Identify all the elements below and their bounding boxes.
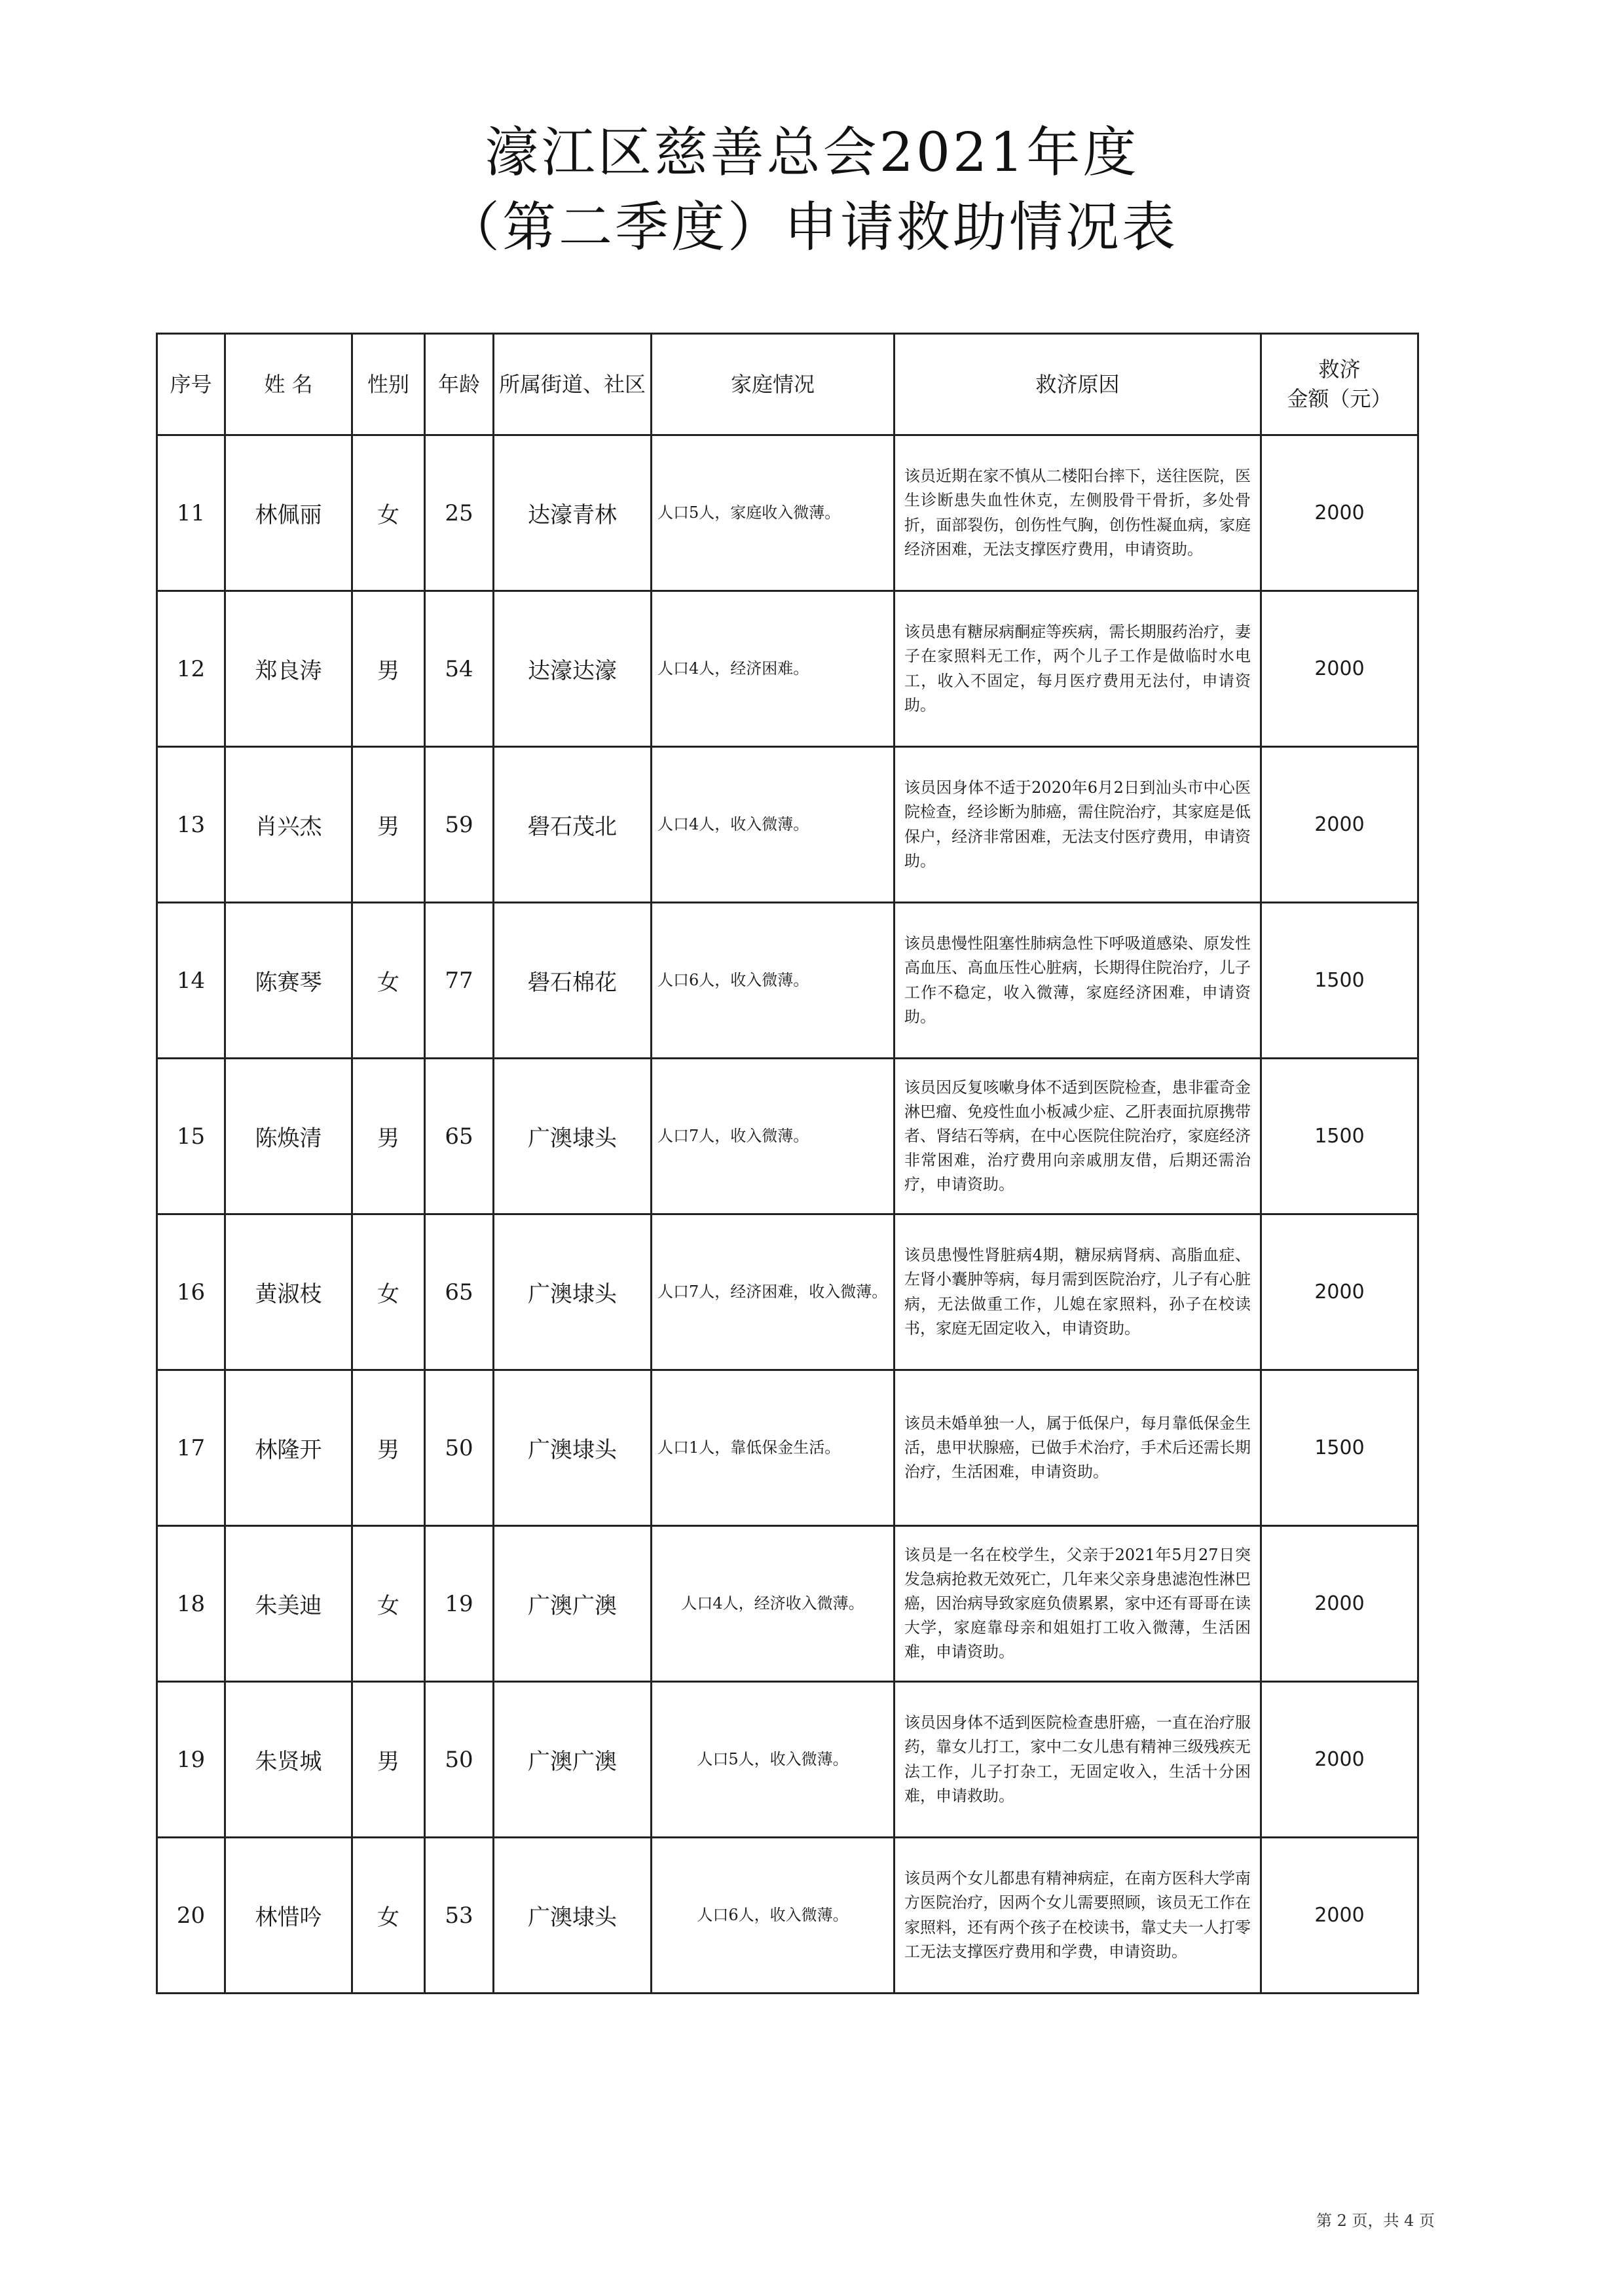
cell-reason: 该员是一名在校学生，父亲于2021年5月27日突发急病抢救无效死亡，几年来父亲身患滤泡性淋巴癌，因治病导致家庭负债累累，家中还有哥哥在读大学，家庭靠母亲和姐姐打工收入微薄，生活困难，申请资助。	[895, 1526, 1261, 1682]
cell-age: 65	[425, 1059, 494, 1214]
cell-reason: 该员因反复咳嗽身体不适到医院检查，患非霍奇金淋巴瘤、免疫性血小板减少症、乙肝表面抗原携带者、肾结石等病，在中心医院住院治疗，家庭经济非常困难，治疗费用向亲戚朋友借，后期还需治疗，申请资助。	[895, 1059, 1261, 1214]
document-title-line1: 濠江区慈善总会2021年度	[485, 122, 1139, 184]
cell-gender: 女	[352, 1526, 425, 1682]
cell-seq: 16	[157, 1214, 225, 1370]
cell-name: 朱贤城	[225, 1682, 352, 1838]
document-title-line2: （第二季度）申请救助情况表	[445, 196, 1178, 259]
cell-reason: 该员两个女儿都患有精神病症，在南方医科大学南方医院治疗，因两个女儿需要照顾，该员无工作在家照料，还有两个孩子在校读书，靠丈夫一人打零工无法支撑医疗费用和学费，申请资助。	[895, 1838, 1261, 1994]
cell-name: 肖兴杰	[225, 747, 352, 903]
cell-seq: 19	[157, 1682, 225, 1838]
cell-name: 郑良涛	[225, 591, 352, 747]
cell-name: 林佩丽	[225, 435, 352, 591]
cell-age: 77	[425, 903, 494, 1059]
cell-amount: 1500	[1261, 1370, 1418, 1526]
cell-gender: 男	[352, 747, 425, 903]
table-row	[157, 1370, 1418, 1526]
header-amount	[1261, 334, 1418, 435]
cell-family: 人口7人，经济困难，收入微薄。	[652, 1214, 895, 1370]
cell-family: 人口5人，收入微薄。	[652, 1682, 895, 1838]
cell-gender: 男	[352, 1370, 425, 1526]
cell-name: 林惜吟	[225, 1838, 352, 1994]
cell-family: 人口6人，收入微薄。	[652, 903, 895, 1059]
cell-seq: 13	[157, 747, 225, 903]
cell-seq: 14	[157, 903, 225, 1059]
cell-district: 礐石棉花	[494, 903, 652, 1059]
cell-family: 人口5人，家庭收入微薄。	[652, 435, 895, 591]
cell-family: 人口4人，收入微薄。	[652, 747, 895, 903]
cell-name: 陈赛琴	[225, 903, 352, 1059]
cell-district: 广澳广澳	[494, 1682, 652, 1838]
cell-district: 广澳埭头	[494, 1214, 652, 1370]
cell-district: 礐石茂北	[494, 747, 652, 903]
cell-age: 25	[425, 435, 494, 591]
cell-amount: 1500	[1261, 903, 1418, 1059]
cell-reason: 该员患慢性肾脏病4期，糖尿病肾病、高脂血症、左肾小囊肿等病，每月需到医院治疗，儿子有心脏病，无法做重工作，儿媳在家照料，孙子在校读书，家庭无固定收入，申请资助。	[895, 1214, 1261, 1370]
cell-seq: 18	[157, 1526, 225, 1682]
header-seq: 序号	[157, 334, 225, 435]
header-amount-line1: 救济	[1318, 357, 1361, 382]
cell-reason: 该员患有糖尿病酮症等疾病，需长期服药治疗，妻子在家照料无工作，两个儿子工作是做临时水电工，收入不固定，每月医疗费用无法付，申请资助。	[895, 591, 1261, 747]
header-age: 年龄	[425, 334, 494, 435]
page-number: 第 2 页，共 4 页	[1316, 2212, 1435, 2230]
cell-name: 林隆开	[225, 1370, 352, 1526]
cell-age: 59	[425, 747, 494, 903]
table-row	[157, 1059, 1418, 1214]
cell-amount: 2000	[1261, 1682, 1418, 1838]
cell-family: 人口1人，靠低保金生活。	[652, 1370, 895, 1526]
cell-district: 广澳埭头	[494, 1059, 652, 1214]
cell-age: 54	[425, 591, 494, 747]
cell-age: 50	[425, 1370, 494, 1526]
cell-name: 黄淑枝	[225, 1214, 352, 1370]
cell-seq: 15	[157, 1059, 225, 1214]
cell-name: 朱美迪	[225, 1526, 352, 1682]
cell-district: 达濠青林	[494, 435, 652, 591]
cell-amount: 1500	[1261, 1059, 1418, 1214]
cell-reason: 该员因身体不适到医院检查患肝癌，一直在治疗服药，靠女儿打工，家中二女儿患有精神三级残疾无法工作，儿子打杂工，无固定收入，生活十分困难，申请救助。	[895, 1682, 1261, 1838]
cell-gender: 男	[352, 591, 425, 747]
cell-amount: 2000	[1261, 747, 1418, 903]
table-row	[157, 903, 1418, 1059]
cell-family: 人口4人，经济收入微薄。	[652, 1526, 895, 1682]
cell-reason: 该员未婚单独一人，属于低保户，每月靠低保金生活，患甲状腺癌，已做手术治疗，手术后还需长期治疗，生活困难，申请资助。	[895, 1370, 1261, 1526]
cell-gender: 女	[352, 1214, 425, 1370]
header-amount-line2: 金额（元）	[1287, 386, 1392, 411]
cell-reason: 该员近期在家不慎从二楼阳台摔下，送往医院，医生诊断患失血性休克，左侧股骨干骨折，多处骨折，面部裂伤，创伤性气胸，创伤性凝血病，家庭经济困难，无法支撑医疗费用，申请资助。	[895, 435, 1261, 591]
cell-district: 广澳广澳	[494, 1526, 652, 1682]
cell-family: 人口4人，经济困难。	[652, 591, 895, 747]
table-row	[157, 1838, 1418, 1994]
cell-gender: 女	[352, 903, 425, 1059]
cell-amount: 2000	[1261, 591, 1418, 747]
cell-age: 65	[425, 1214, 494, 1370]
cell-seq: 17	[157, 1370, 225, 1526]
cell-amount: 2000	[1261, 1214, 1418, 1370]
table-row	[157, 1214, 1418, 1370]
cell-family: 人口7人，收入微薄。	[652, 1059, 895, 1214]
cell-seq: 20	[157, 1838, 225, 1994]
cell-name: 陈焕清	[225, 1059, 352, 1214]
table-row	[157, 747, 1418, 903]
cell-age: 50	[425, 1682, 494, 1838]
cell-amount: 2000	[1261, 1838, 1418, 1994]
cell-gender: 女	[352, 1838, 425, 1994]
cell-amount: 2000	[1261, 1526, 1418, 1682]
cell-gender: 男	[352, 1682, 425, 1838]
header-name: 姓 名	[225, 334, 352, 435]
header-family: 家庭情况	[652, 334, 895, 435]
cell-gender: 男	[352, 1059, 425, 1214]
table-row	[157, 591, 1418, 747]
cell-age: 19	[425, 1526, 494, 1682]
header-reason: 救济原因	[895, 334, 1261, 435]
cell-seq: 12	[157, 591, 225, 747]
header-district: 所属街道、社区	[494, 334, 652, 435]
table-header-row	[157, 334, 1418, 435]
cell-district: 广澳埭头	[494, 1838, 652, 1994]
cell-district: 达濠达濠	[494, 591, 652, 747]
cell-gender: 女	[352, 435, 425, 591]
cell-seq: 11	[157, 435, 225, 591]
table-row	[157, 435, 1418, 591]
table-row	[157, 1682, 1418, 1838]
cell-family: 人口6人，收入微薄。	[652, 1838, 895, 1994]
aid-application-table	[156, 333, 1419, 1994]
cell-age: 53	[425, 1838, 494, 1994]
cell-amount: 2000	[1261, 435, 1418, 591]
table-row	[157, 1526, 1418, 1682]
cell-reason: 该员患慢性阻塞性肺病急性下呼吸道感染、原发性高血压、高血压性心脏病，长期得住院治疗，儿子工作不稳定，收入微薄，家庭经济困难，申请资助。	[895, 903, 1261, 1059]
cell-reason: 该员因身体不适于2020年6月2日到汕头市中心医院检查，经诊断为肺癌，需住院治疗，其家庭是低保户，经济非常困难，无法支付医疗费用，申请资助。	[895, 747, 1261, 903]
header-gender: 性别	[352, 334, 425, 435]
cell-district: 广澳埭头	[494, 1370, 652, 1526]
